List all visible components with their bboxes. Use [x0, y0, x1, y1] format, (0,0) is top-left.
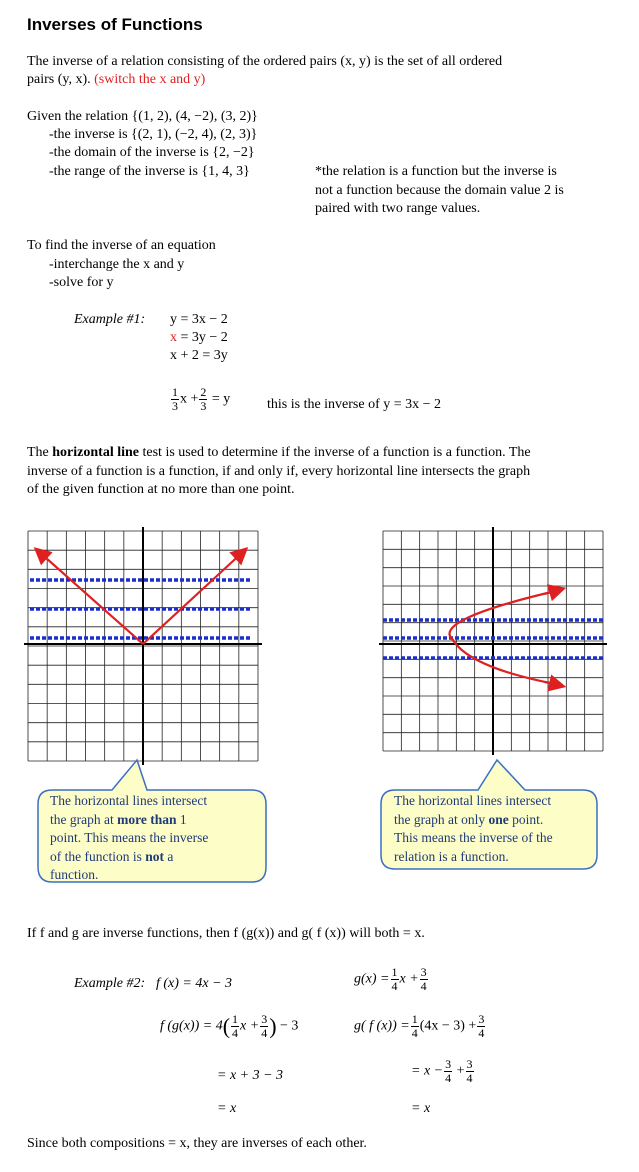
- example-2-f-def: f (x) = 4x − 3: [156, 976, 233, 991]
- fraction: [444, 1058, 452, 1085]
- fraction: [199, 386, 207, 413]
- fraction-num: 1: [411, 1012, 418, 1026]
- fg-pre: f (g(x)) = 4: [160, 1018, 223, 1034]
- example-1-note: this is the inverse of y = 3x − 2: [267, 397, 442, 412]
- gf-mid: (4x − 3) +: [419, 1018, 477, 1034]
- fg-post: − 3: [276, 1018, 299, 1034]
- example-1-eq-2: [170, 330, 228, 346]
- fraction: [420, 966, 428, 993]
- callout-left-line-2-bold: more than: [117, 811, 177, 827]
- example-2-fg-line: [160, 1013, 298, 1040]
- relation-range: -the range of the inverse is {1, 4, 3}: [49, 164, 250, 179]
- callout-left-line-2: [50, 811, 265, 830]
- g-def-pre: g(x) =: [354, 971, 390, 987]
- hlt-bold: horizontal line: [52, 445, 139, 460]
- callout-right-line-2-pre: the graph at only: [394, 811, 489, 827]
- callout-left-line-1: The horizontal lines intersect: [50, 793, 208, 808]
- callout-left-line-4-post: a: [164, 848, 174, 864]
- example-1-eq-2-x: x: [170, 330, 177, 345]
- gf-step2-pre: = x −: [411, 1063, 444, 1079]
- page-title: Inverses of Functions: [27, 15, 203, 34]
- callout-right-line-1: The horizontal lines intersect: [394, 793, 552, 808]
- left-graph-lines: [30, 550, 250, 644]
- relation-note-1: *the relation is a function but the inverse is: [315, 164, 557, 179]
- example-2-gf-step-2: [411, 1058, 475, 1085]
- fraction-num: 1: [172, 385, 178, 399]
- fraction-den: 3: [200, 399, 207, 413]
- callout-right-line-2-bold: one: [488, 811, 509, 827]
- parabola-arrow-top: [545, 589, 562, 594]
- relation-note-2: not a function because the domain value 2 is: [315, 183, 564, 198]
- fraction-den: 4: [445, 1071, 452, 1085]
- composition-statement: If f and g are inverse functions, then f (g(x)) and g( f (x)) will both = x.: [27, 926, 425, 941]
- example-1-result-mid: x +: [180, 391, 199, 407]
- fraction-num: 3: [445, 1057, 452, 1071]
- example-1-result: [170, 386, 230, 413]
- callout-right-line-4: relation is a function.: [394, 848, 509, 864]
- example-2-gf-step-3: = x: [411, 1101, 431, 1116]
- fraction-den: 4: [466, 1071, 473, 1085]
- intro-line-2-text: pairs (y, x).: [27, 72, 95, 87]
- fraction-num: 2: [200, 385, 207, 399]
- hlt-line-2: inverse of a function is a function, if and only if, every horizontal line intersects the graph: [27, 464, 531, 479]
- fraction-den: 4: [411, 1026, 418, 1040]
- callout-left-line-2-post: 1: [176, 811, 187, 827]
- example-2-label: Example #2:: [74, 976, 146, 991]
- fraction-den: 4: [261, 1026, 268, 1040]
- gf-step2-plus: +: [453, 1063, 465, 1079]
- fraction-den: 4: [420, 979, 427, 993]
- callout-right-line-2: [394, 811, 599, 830]
- callout-left-line-4: [50, 848, 265, 867]
- fraction: [171, 386, 179, 413]
- fraction-den: 4: [391, 979, 398, 993]
- fraction: [231, 1013, 239, 1040]
- example-2-g-def: [354, 966, 429, 993]
- left-graph-grid: [24, 527, 262, 765]
- fraction-num: 1: [391, 965, 398, 979]
- hlt-line-1: [27, 445, 531, 461]
- callout-left-line-5: function.: [50, 867, 99, 882]
- callout-right-line-2-post: point.: [508, 811, 544, 827]
- callout-right-text: [394, 792, 599, 866]
- fraction-den: 4: [478, 1026, 485, 1040]
- relation-given: Given the relation {(1, 2), (4, −2), (3, 2)}: [27, 109, 258, 124]
- paren-close: ): [269, 1013, 277, 1039]
- callout-left-line-2-pre: the graph at: [50, 811, 118, 827]
- fraction: [411, 1013, 419, 1040]
- abs-graph-left-branch: [37, 550, 143, 644]
- fraction-num: 3: [466, 1057, 473, 1071]
- gf-pre: g( f (x)) =: [354, 1018, 410, 1034]
- paren-open: (: [222, 1013, 231, 1039]
- fraction-den: 3: [172, 399, 178, 413]
- intro-red-note: (switch the x and y): [94, 72, 206, 87]
- example-2-fg-step-3: = x: [217, 1101, 237, 1116]
- g-def-mid: x +: [399, 971, 419, 987]
- callout-left-text: [50, 792, 265, 885]
- hlt-line-3: of the given function at no more than one point.: [27, 482, 295, 497]
- intro-line-1: The inverse of a relation consisting of the ordered pairs (x, y) is the set of all ordered: [27, 54, 503, 69]
- example-2-fg-step-2: = x + 3 − 3: [217, 1068, 284, 1083]
- fraction: [260, 1013, 268, 1040]
- fraction: [477, 1013, 485, 1040]
- intro-line-2: [27, 72, 205, 88]
- callout-right-line-3: This means the inverse of the: [394, 830, 553, 845]
- example-1-label: Example #1:: [74, 312, 146, 327]
- fraction-num: 1: [232, 1012, 239, 1026]
- example-1-eq-2-rest: = 3y − 2: [177, 330, 228, 345]
- right-graph-grid: [379, 527, 607, 755]
- fraction-num: 3: [420, 965, 427, 979]
- find-inverse-step-2: -solve for y: [49, 275, 114, 290]
- hlt-rest: test is used to determine if the inverse of a function is a function. The: [139, 445, 531, 460]
- find-inverse-step-1: -interchange the x and y: [49, 257, 185, 272]
- relation-domain: -the domain of the inverse is {2, −2}: [49, 145, 255, 160]
- relation-inverse: -the inverse is {(2, 1), (−2, 4), (2, 3)}: [49, 127, 258, 142]
- conclusion: Since both compositions = x, they are inverses of each other.: [27, 1136, 367, 1151]
- fraction-num: 3: [478, 1012, 485, 1026]
- hlt-pre: The: [27, 445, 53, 460]
- callout-left-line-4-pre: of the function is: [50, 848, 146, 864]
- callout-left-line-3: point. This means the inverse: [50, 830, 209, 845]
- relation-note-3: paired with two range values.: [315, 201, 481, 216]
- example-1-eq-3: x + 2 = 3y: [170, 348, 228, 363]
- fraction: [391, 966, 399, 993]
- example-1-eq-1: y = 3x − 2: [170, 312, 228, 327]
- example-2-gf-line: [354, 1013, 486, 1040]
- fraction-den: 4: [232, 1026, 239, 1040]
- callout-left-line-4-bold: not: [145, 848, 164, 864]
- find-inverse-heading: To find the inverse of an equation: [27, 238, 216, 253]
- abs-graph-right-branch: [143, 550, 245, 644]
- fg-mid: x +: [240, 1018, 260, 1034]
- fraction-num: 3: [261, 1012, 268, 1026]
- example-1-result-tail: = y: [208, 391, 231, 407]
- fraction: [466, 1058, 474, 1085]
